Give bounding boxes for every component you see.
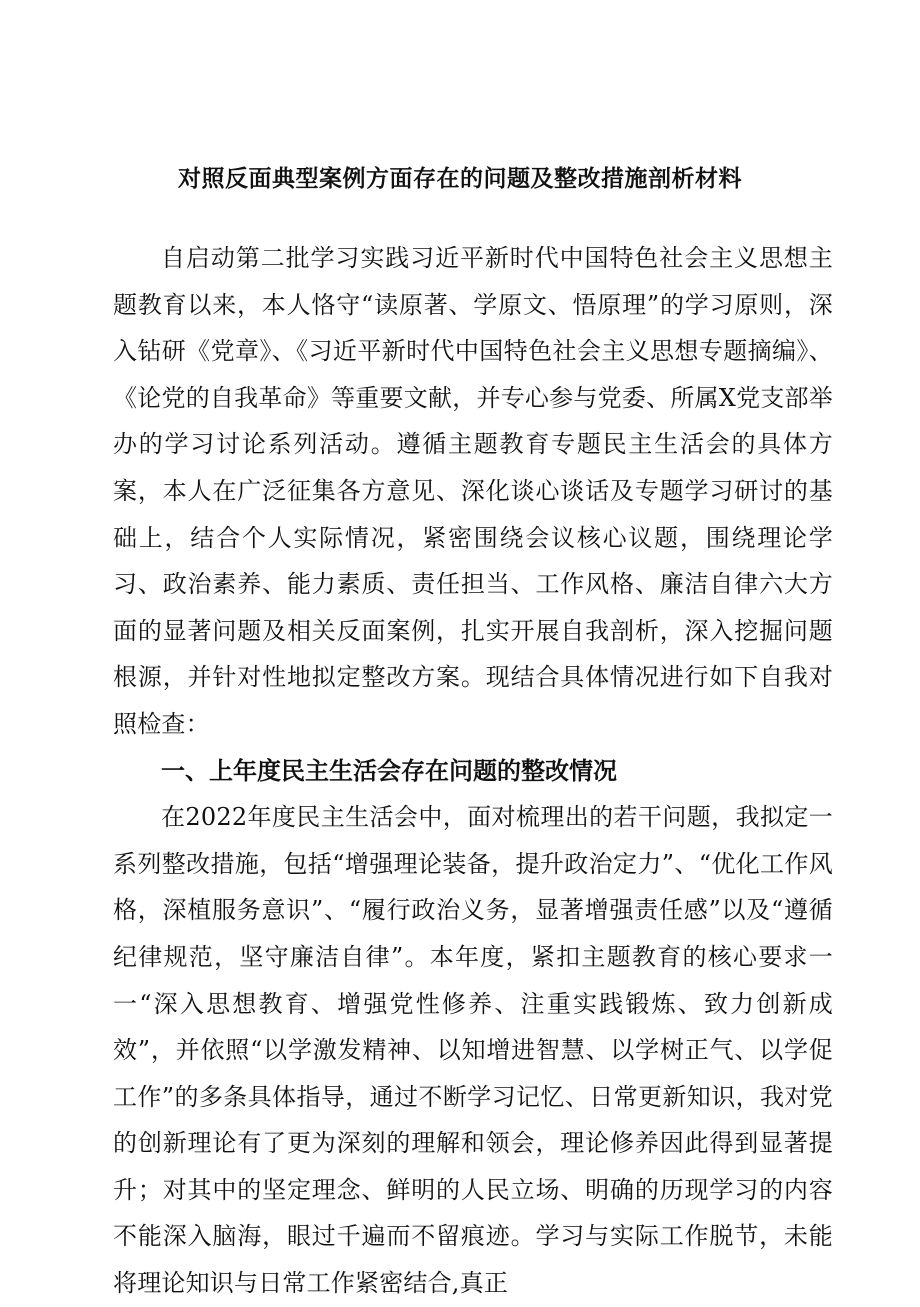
intro-paragraph: 自启动第二批学习实践习近平新时代中国特色社会主义思想主题教育以来，本人恪守“读原著、学原文、悟原理”的学习原则，深入钻研《党章》、《习近平新时代中国特色社会主义思想专题摘编》、《论党的自我革命》等重要文献，并专心参与党委、所属X党支部举办的学习讨论系列活动。遵循主题教育专题民主生活会的具体方案，本人在广泛征集各方意见、深化谈心谈话及专题学习研讨的基础上，结合个人实际情况，紧密围绕会议核心议题，围绕理论学习、政治素养、能力素质、责任担当、工作风格、廉洁自律六大方面的显著问题及相关反面案例，扎实开展自我剖析，深入挖掘问题根源，并针对性地拟定整改方案。现结合具体情况进行如下自我对照检查： [113, 244, 833, 738]
document-body [113, 235, 833, 1307]
section-heading: 一、上年度民主生活会存在问题的整改情况 [161, 756, 617, 785]
section-paragraph: 在2022年度民主生活会中，面对梳理出的若干问题，我拟定一系列整改措施，包括“增强理论装备，提升政治定力”、“优化工作风格，深植服务意识”、“履行政治义务，显著增强责任感”以及“遵循纪律规范，坚守廉洁自律”。本年度，紧扣主题教育的核心要求一一“深入思想教育、增强党性修养、注重实践锻炼、致力创新成效”，并依照“以学激发精神、以知增进智慧、以学树正气、以学促工作”的多条具体指导，通过不断学习记忆、日常更新知识，我对党的创新理论有了更为深刻的理解和领会，理论修养因此得到显著提升；对其中的坚定理念、鲜明的人民立场、明确的历现学习的内容不能深入脑海，眼过千遍而不留痕迹。学习与实际工作脱节，未能将理论知识与日常工作紧密结合,真正 [113, 803, 833, 1298]
document-title: 对照反面典型案例方面存在的问题及整改措施剖析材料 [178, 165, 742, 192]
